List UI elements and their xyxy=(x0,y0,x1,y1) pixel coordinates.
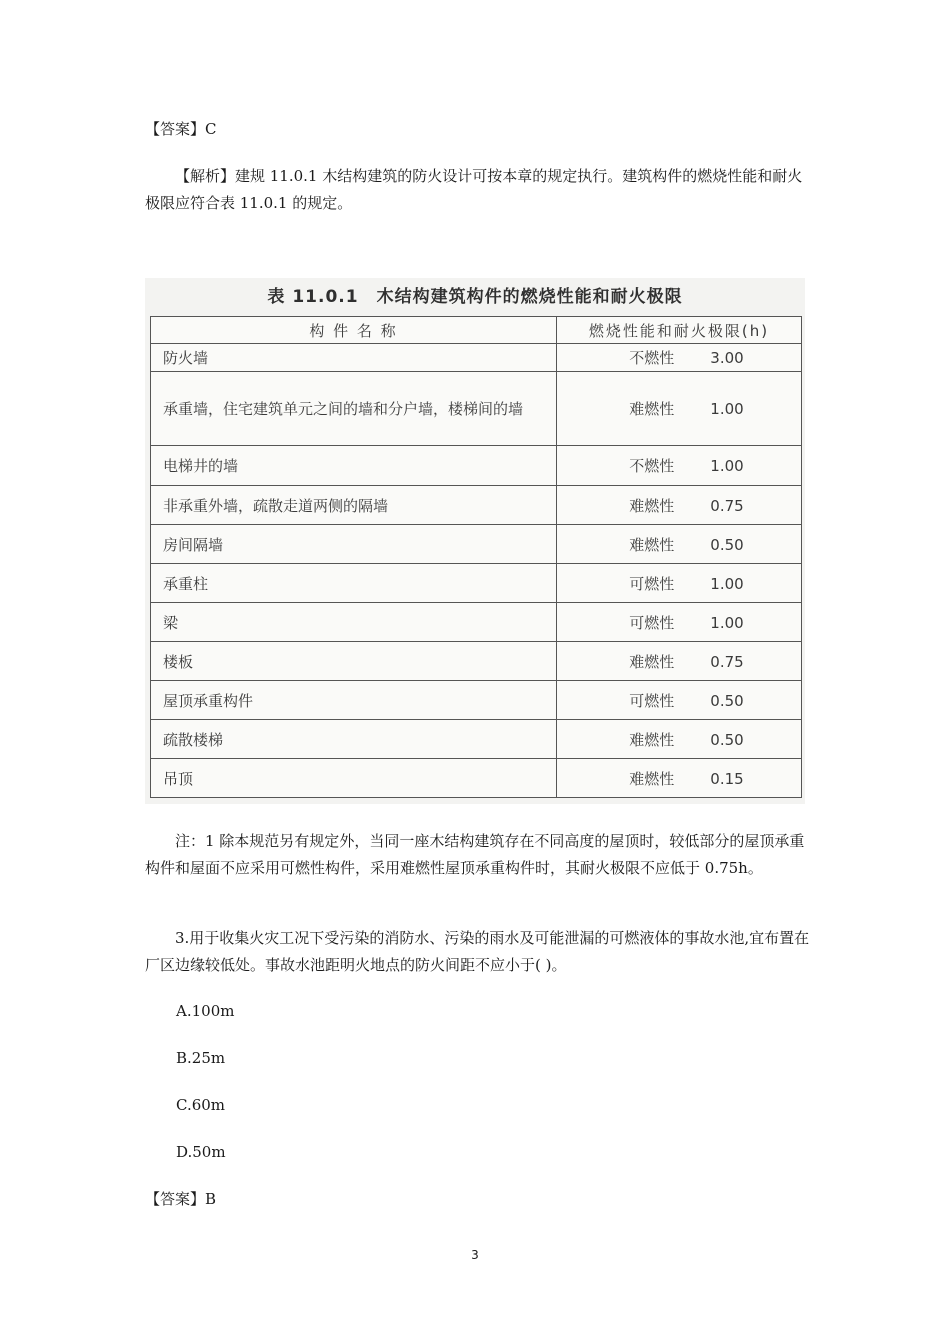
row-name: 承重柱 xyxy=(151,564,557,603)
row-name: 屋顶承重构件 xyxy=(151,681,557,720)
table-image xyxy=(145,278,805,804)
row-limit: 0.15 xyxy=(710,769,744,788)
row-limit: 1.00 xyxy=(710,457,744,475)
row-performance: 可燃性 xyxy=(629,574,675,593)
row-performance: 难燃性 xyxy=(629,535,675,554)
table-header-row xyxy=(151,317,802,344)
row-performance: 难燃性 xyxy=(629,400,675,418)
table-caption: 表 11.0.1 木结构建筑构件的燃烧性能和耐火极限 xyxy=(267,287,683,307)
table-row xyxy=(151,642,802,681)
row-performance: 难燃性 xyxy=(629,652,675,671)
table-row xyxy=(151,759,802,798)
row-performance: 难燃性 xyxy=(629,496,675,515)
row-limit: 1.00 xyxy=(710,613,744,632)
row-performance: 可燃性 xyxy=(629,691,675,710)
table-row xyxy=(151,486,802,525)
row-limit: 1.00 xyxy=(710,574,744,593)
header-performance: 燃烧性能和耐火极限(h) xyxy=(557,317,802,344)
row-performance: 不燃性 xyxy=(629,457,675,475)
row-limit: 0.75 xyxy=(710,496,744,515)
row-performance: 不燃性 xyxy=(629,349,675,367)
table-row xyxy=(151,564,802,603)
row-performance: 难燃性 xyxy=(629,769,675,788)
option-a: A.100m xyxy=(176,1002,235,1020)
row-performance: 可燃性 xyxy=(629,613,675,632)
row-limit: 1.00 xyxy=(710,400,744,418)
table-row xyxy=(151,603,802,642)
option-b: B.25m xyxy=(176,1049,226,1067)
table-row xyxy=(151,720,802,759)
row-name: 梁 xyxy=(151,603,557,642)
page-number: 3 xyxy=(471,1248,479,1262)
answer-1: 【答案】C xyxy=(145,120,217,138)
row-name: 电梯井的墙 xyxy=(151,446,557,486)
row-limit: 0.50 xyxy=(710,730,744,749)
row-name: 房间隔墙 xyxy=(151,525,557,564)
row-limit: 0.50 xyxy=(710,535,744,554)
row-limit: 3.00 xyxy=(710,349,744,367)
row-limit: 0.75 xyxy=(710,652,744,671)
header-component: 构 件 名 称 xyxy=(151,317,557,344)
fire-resistance-table xyxy=(150,316,802,798)
question-3: 3.用于收集火灾工况下受污染的消防水、污染的雨水及可能泄漏的可燃液体的事故水池,宜布置在厂区边缘较低处。事故水池距明火地点的防火间距不应小于( )。 xyxy=(145,929,810,974)
row-name: 疏散楼梯 xyxy=(151,720,557,759)
table-row xyxy=(151,372,802,446)
row-name: 防火墙 xyxy=(151,344,557,372)
row-performance: 难燃性 xyxy=(629,730,675,749)
option-d: D.50m xyxy=(176,1143,226,1161)
option-c: C.60m xyxy=(176,1096,226,1114)
table-row xyxy=(151,446,802,486)
row-limit: 0.50 xyxy=(710,691,744,710)
table-note: 注：1 除本规范另有规定外，当同一座木结构建筑存在不同高度的屋顶时，较低部分的屋顶承重构件和屋面不应采用可燃性构件，采用难燃性屋顶承重构件时，其耐火极限不应低于 0.75h。 xyxy=(145,832,805,877)
row-name: 非承重外墙，疏散走道两侧的隔墙 xyxy=(151,486,557,525)
row-name: 承重墙，住宅建筑单元之间的墙和分户墙，楼梯间的墙 xyxy=(151,372,557,446)
table-row xyxy=(151,681,802,720)
table-row xyxy=(151,344,802,372)
row-name: 楼板 xyxy=(151,642,557,681)
table-row xyxy=(151,525,802,564)
analysis-paragraph: 【解析】建规 11.0.1 木结构建筑的防火设计可按本章的规定执行。建筑构件的燃烧性能和耐火极限应符合表 11.0.1 的规定。 xyxy=(145,167,803,212)
row-name: 吊顶 xyxy=(151,759,557,798)
answer-2: 【答案】B xyxy=(145,1190,217,1208)
